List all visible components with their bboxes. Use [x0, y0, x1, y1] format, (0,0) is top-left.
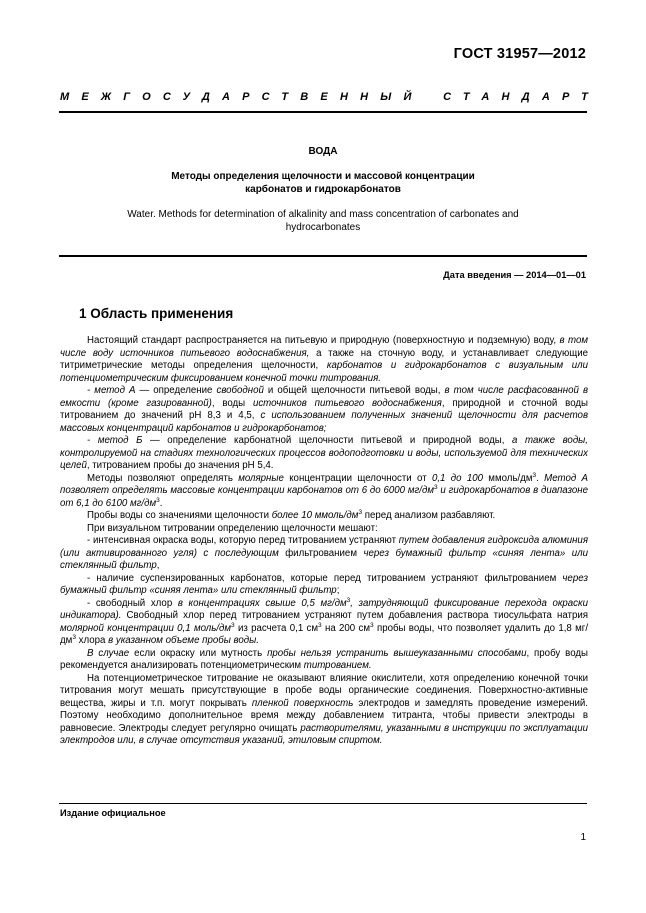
- paragraph-method-b: - метод Б — определение карбонатной щелочности питьевой и природной воды, а также воды, контролируемой на стадиях технологических процессов водоподготовки и воды, используемой для технических целей, титрованием пробы до значения рН 5,4.: [60, 435, 588, 471]
- section-body: [60, 335, 588, 748]
- introduction-date: Дата введения — 2014—01—01: [443, 270, 586, 280]
- title-rule: [59, 255, 587, 257]
- paragraph-electrodes: На потенциометрическое титрование не оказывают влияние окислители, хотя определению конечной точки титрования могут мешать присутствующие в пробе воды органические соединения. Поверхностно-активные вещества, жиры и т.п. могут покрывать пленкой поверхность электродов и замедлять проведение измерений. Поэтому необходимо дополнительное время между добавлением титранта, чтобы привести электроды в равновесие. Электроды следует регулярно очищать растворителями, указанными в инструкции по эксплуатации электродов или, в случае отсутствия указаний, этиловым спиртом.: [60, 672, 588, 746]
- title-ru-line1: Методы определения щелочности и массовой концентрации: [171, 171, 475, 182]
- document-topic: ВОДА: [308, 146, 338, 157]
- title-english: [90, 208, 556, 234]
- title-en-line1: Water. Methods for determination of alkalinity and mass concentration of carbonates and: [127, 209, 519, 220]
- paragraph-method-a: - метод А — определение свободной и общей щелочности питьевой воды, в том числе расфасованной в емкости (кроме газированной), воды источников питьевого водоснабжения, природной и сточной воды титрованием до значений рН 8,3 и 4,5, с использованием полученных значений щелочности для расчетов массовых концентраций карбонатов и гидрокарбонатов;: [60, 385, 588, 434]
- top-rule: [59, 111, 587, 113]
- title-russian: [100, 170, 546, 196]
- paragraph-interference-intro: При визуальном титровании определению щелочности мешают:: [87, 522, 378, 534]
- standard-type-header: [60, 91, 600, 103]
- paragraph-ranges: Методы позволяют определять молярные концентрации щелочности от 0,1 до 100 ммоль/$дм^3$. Метод А позволяет определять массовые концентрации карбонатов от 6 до 6000 $мг/дм^3$ и гидрокарбонатов в диапазоне от 6,1 до 6100 $мг/дм^3$.: [60, 471, 588, 509]
- official-edition-label: Издание официальное: [60, 808, 166, 818]
- standard-word-standard: СТАНДАРТ: [443, 91, 600, 103]
- page-number: 1: [580, 832, 586, 843]
- standard-word-interstate: МЕЖГОСУДАРСТВЕННЫЙ: [60, 91, 424, 103]
- paragraph-carbonates-interference: - наличие суспензированных карбонатов, которые перед титрованием устраняют фильтрованием через бумажный фильтр «синяя лента» или стеклянный фильтр;: [60, 572, 588, 596]
- title-en-line2: hydrocarbonates: [285, 222, 361, 233]
- paragraph-dilution: Пробы воды со значениями щелочности более 10 ммоль/$дм^3$ перед анализом разбавляют.: [87, 508, 496, 521]
- paragraph-potentiometric: В случае если окраску или мутность пробы нельзя устранить вышеуказанными способами, пробу воды рекомендуется анализировать потенциометрическим титрованием.: [60, 647, 588, 671]
- footer-rule: [59, 803, 587, 804]
- gost-number: ГОСТ 31957—2012: [453, 46, 586, 62]
- paragraph-chlorine-interference: - свободный хлор в концентрациях свыше 0,5 $мг/дм^3$, затрудняющий фиксирование перехода окраски индикатора). Свободный хлор перед титрованием устраняют путем добавления раствора тиосульфата натрия молярной концентрации 0,1 моль/$дм^3$ из расчета 0,1 $см^3$ на 200 $см^3$ пробы воды, что позволяет удалить до 1,8 $мг/дм^3$ хлора в указанном объеме пробы воды.: [60, 596, 589, 646]
- title-ru-line2: карбонатов и гидрокарбонатов: [245, 184, 401, 195]
- paragraph-color-interference: - интенсивная окраска воды, которую перед титрованием устраняют путем добавления гидроксида алюминия (или активированного угля) с последующим фильтрованием через бумажный фильтр «синяя лента» или стеклянный фильтр,: [60, 535, 588, 571]
- section-title: 1 Область применения: [79, 306, 234, 321]
- paragraph-scope: Настоящий стандарт распространяется на питьевую и природную (поверхностную и подземную) воду, в том числе воду источников питьевого водоснабжения, а также на сточную воду, и устанавливает следующие титриметрические методы определения щелочности, карбонатов и гидрокарбонатов с визуальным или потенциометрическим фиксированием конечной точки титрования.: [60, 335, 588, 384]
